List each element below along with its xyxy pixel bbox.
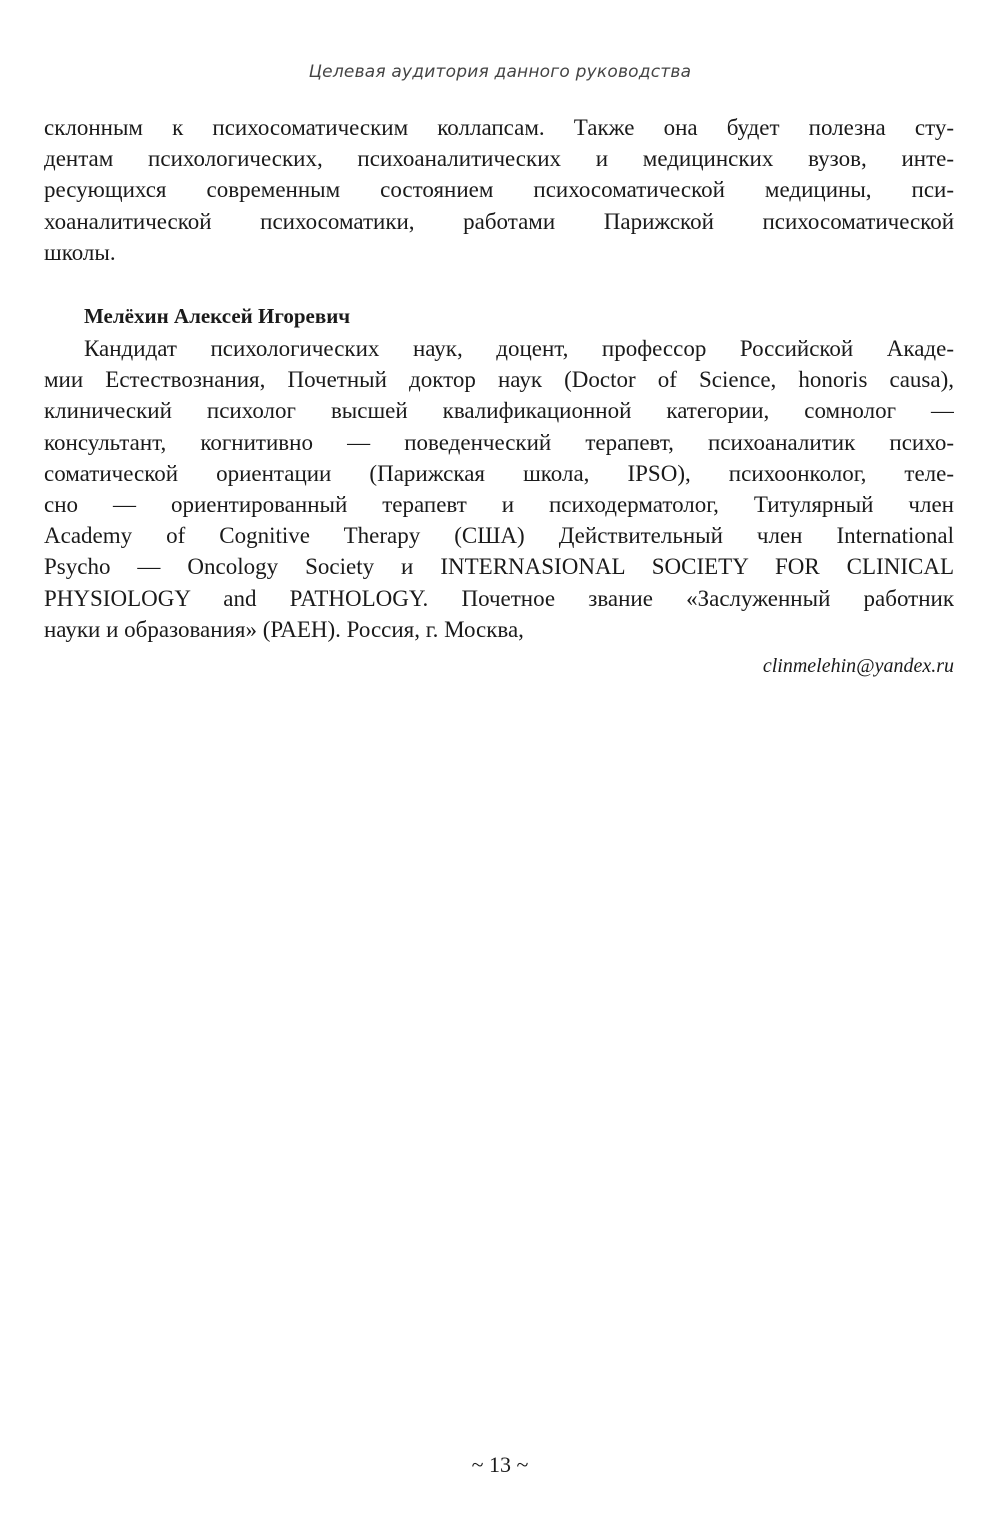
bio-line: Academy of Cognitive Therapy (США) Действительный член International [44, 523, 954, 549]
bio-line: Psycho — Oncology Society и INTERNASIONAL SOCIETY FOR CLINICAL [44, 554, 954, 580]
author-bio [44, 333, 954, 645]
intro-line: школы. [44, 239, 116, 265]
bio-line: сно — ориентированный терапевт и психодерматолог, Титулярный член [44, 492, 954, 518]
intro-line: дентам психологических, психоаналитических и медицинских вузов, инте- [44, 146, 954, 172]
page-number: ~ 13 ~ [471, 1452, 529, 1477]
running-header: Целевая аудитория данного руководства [308, 62, 692, 82]
bio-line: консультант, когнитивно — поведенческий терапевт, психоаналитик психо- [44, 429, 954, 455]
bio-line: клинический психолог высшей квалификационной категории, сомнолог — [44, 398, 954, 424]
author-name: Мелёхин Алексей Игоревич [84, 304, 351, 329]
author-email: clinmelehin@yandex.ru [762, 655, 954, 678]
bio-line: Кандидат психологических наук, доцент, профессор Российской Акаде- [84, 336, 954, 362]
bio-line: науки и образования» (РАЕН). Россия, г. Москва, [44, 616, 524, 642]
intro-line: ресующихся современным состоянием психосоматической медицины, пси- [44, 177, 954, 203]
intro-paragraph [44, 112, 954, 268]
bio-line: соматической ориентации (Парижская школа, IPSO), психоонколог, теле- [44, 460, 954, 486]
page-content [44, 112, 954, 682]
bio-line: мии Естествознания, Почетный доктор наук (Doctor of Science, honoris causa), [44, 367, 954, 393]
intro-line: хоаналитической психосоматики, работами Парижской психосоматической [44, 208, 954, 234]
bio-line: PHYSIOLOGY and PATHOLOGY. Почетное звание «Заслуженный работник [44, 585, 954, 611]
intro-line: склонным к психосоматическим коллапсам. Также она будет полезна сту- [44, 115, 954, 140]
